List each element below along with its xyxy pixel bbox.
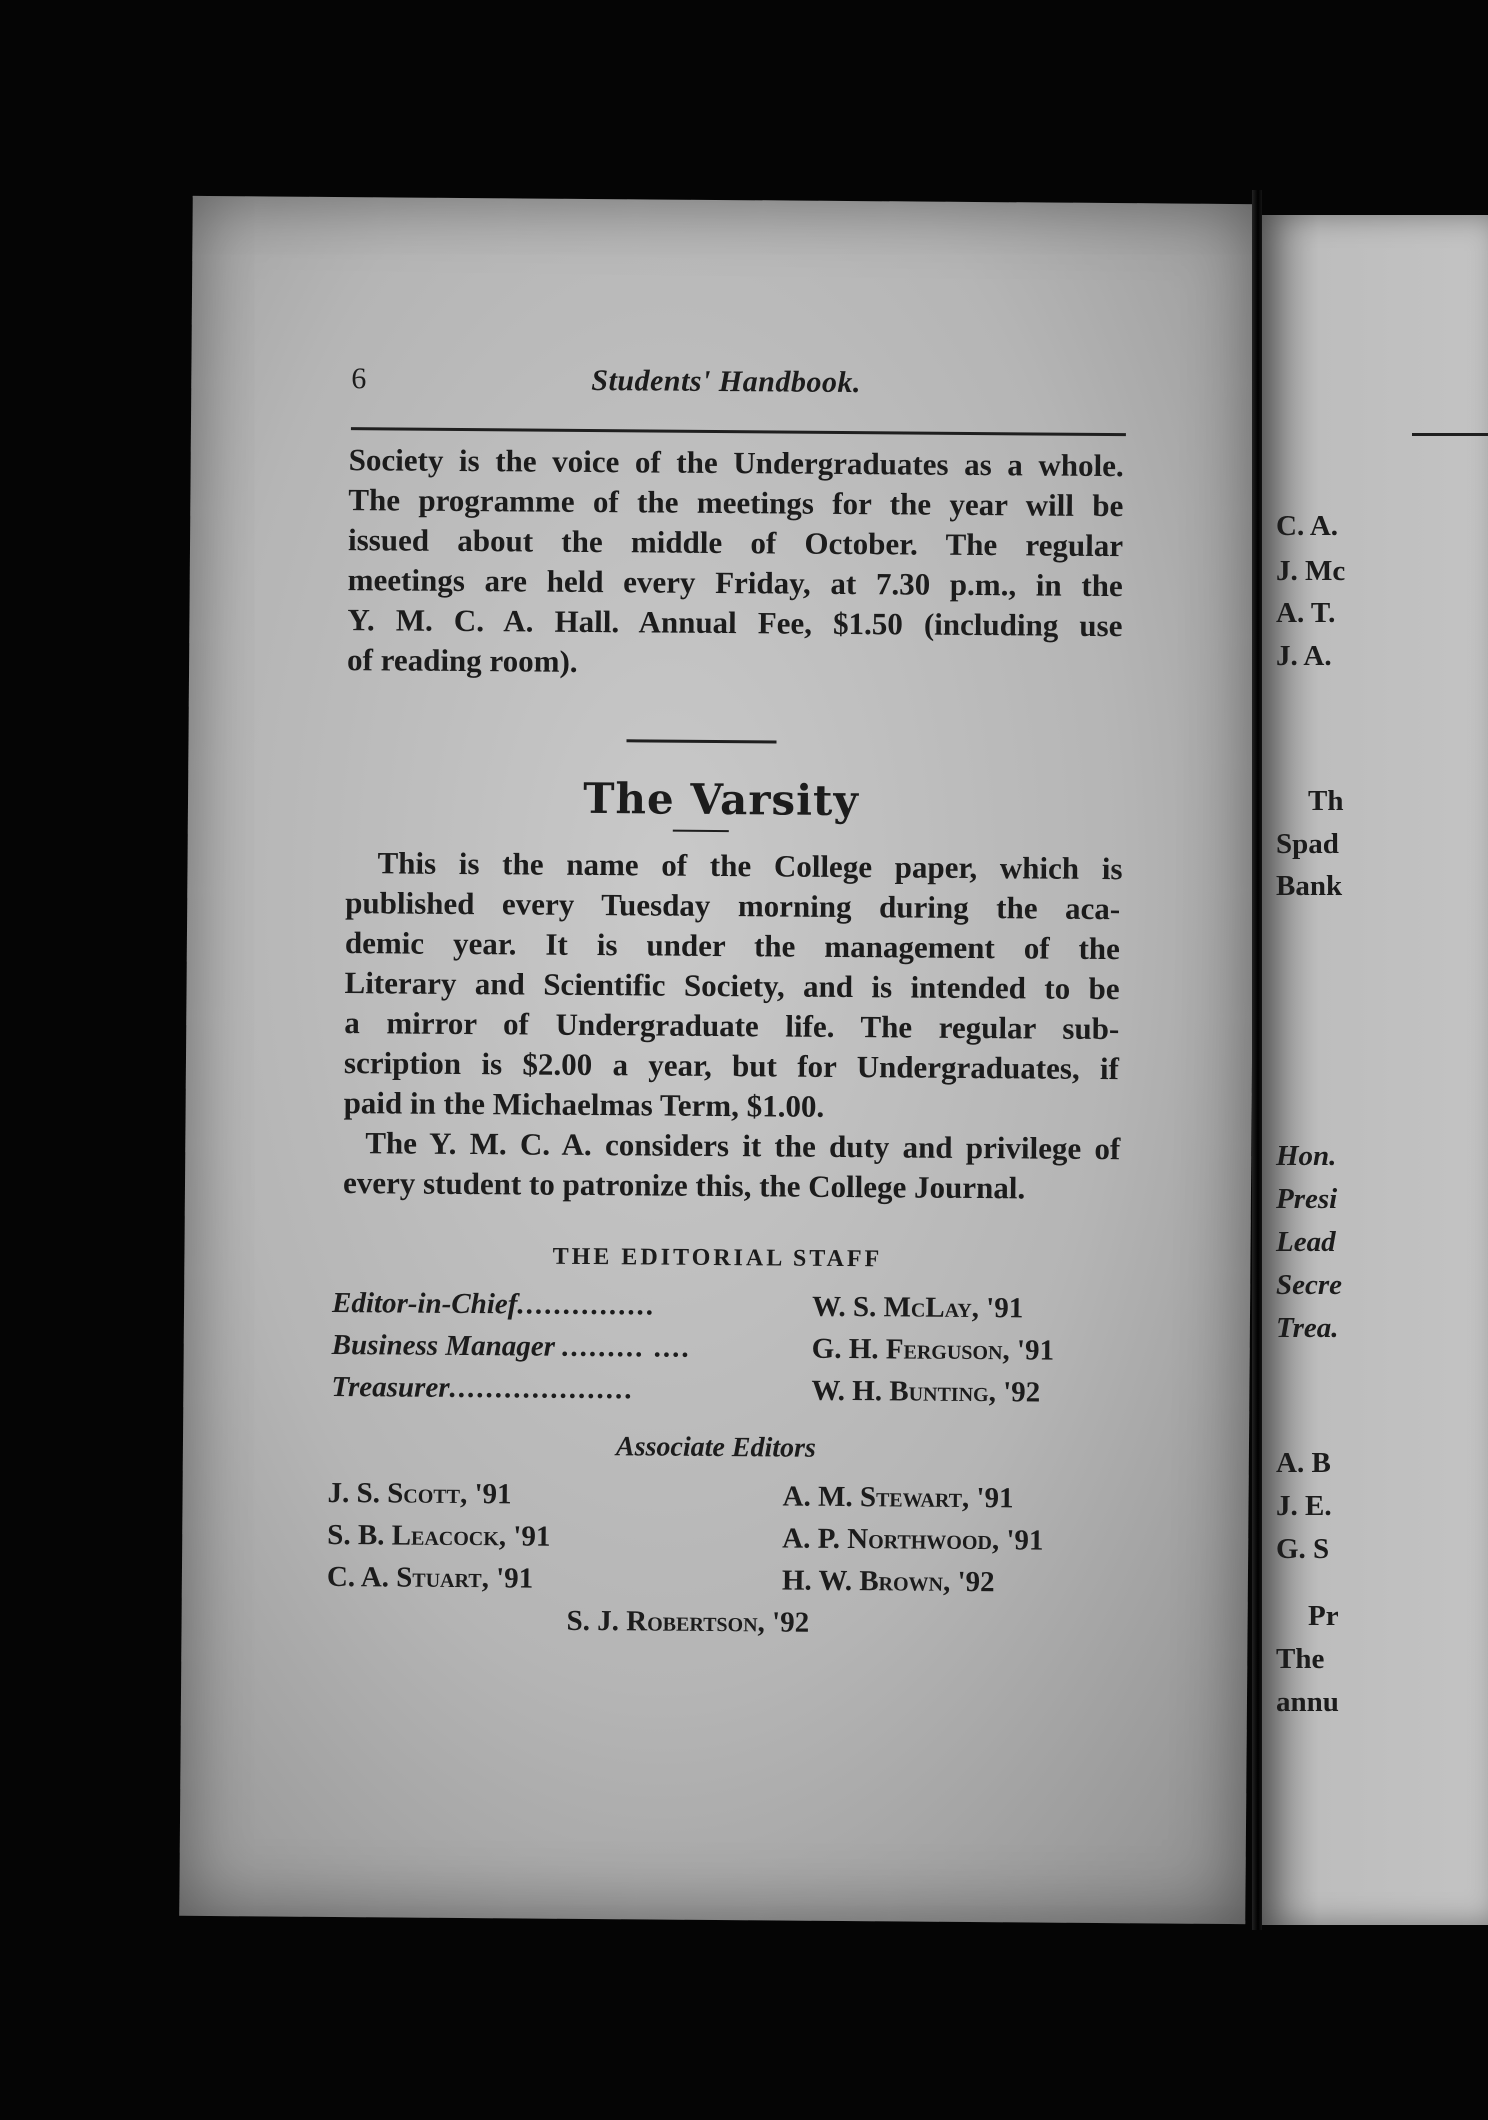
staff-name: G. H. Ferguson, '91: [811, 1332, 1055, 1367]
associate-editor: J. S. Scott, '91: [327, 1476, 512, 1511]
text-line: a mirror of Undergraduate life. The regular sub-: [344, 1005, 1120, 1047]
fragment-text: C. A.: [1276, 510, 1339, 542]
section-title: The Varsity: [583, 773, 860, 826]
text-line: of reading room).: [346, 642, 578, 679]
header-rule: [351, 427, 1126, 436]
associate-editor: S. J. Robertson, '92: [566, 1604, 810, 1639]
fragment-text: annu: [1276, 1686, 1339, 1718]
text-line: The Y. M. C. A. considers it the duty and privilege of: [365, 1125, 1121, 1167]
text-line: This is the name of the College paper, which is: [377, 845, 1123, 887]
associate-editor: H. W. Brown, '92: [781, 1564, 995, 1599]
fragment-text: J. A.: [1276, 640, 1332, 672]
fragment-text: A. T.: [1276, 597, 1336, 629]
text-line: demic year. It is under the management of the: [344, 925, 1121, 967]
text-line: issued about the middle of October. The regular: [347, 522, 1124, 564]
running-title: Students' Handbook.: [591, 363, 862, 400]
fragment-text: Hon.: [1276, 1140, 1337, 1172]
fragment-text: Spad: [1276, 828, 1339, 860]
text-line: every student to patronize this, the College Journal.: [342, 1165, 1026, 1206]
text-line: Literary and Scientific Society, and is intended to be: [344, 965, 1120, 1007]
left-page: [179, 196, 1258, 1924]
book-gutter: [1252, 190, 1262, 1930]
text-line: Y. M. C. A. Hall. Annual Fee, $1.50 (including use: [347, 602, 1123, 644]
staff-name: W. S. McLay, '91: [811, 1290, 1024, 1325]
fragment-text: Bank: [1276, 870, 1343, 902]
fragment-text: Lead: [1276, 1226, 1336, 1258]
fragment-text: A. B: [1276, 1447, 1331, 1479]
associate-editor: S. B. Leacock, '91: [327, 1518, 551, 1553]
text-line: scription is $2.00 a year, but for Undergraduates, if: [343, 1045, 1120, 1087]
staff-heading: THE EDITORIAL STAFF: [552, 1243, 883, 1273]
associate-editor: A. M. Stewart, '91: [782, 1480, 1014, 1515]
fragment-text: G. S: [1276, 1533, 1330, 1565]
section-divider: [626, 739, 776, 743]
header-rule: [1412, 433, 1488, 436]
text-line: Society is the voice of the Undergraduates as a whole.: [348, 442, 1124, 484]
staff-role: Treasurer....................: [331, 1370, 635, 1406]
fragment-text: Pr: [1308, 1600, 1339, 1632]
text-line: meetings are held every Friday, at 7.30 p.m., in the: [347, 562, 1123, 604]
right-page-edge: [1262, 215, 1488, 1925]
associate-editor: A. P. Northwood, '91: [782, 1522, 1044, 1557]
fragment-text: Th: [1308, 785, 1344, 817]
title-underline: [673, 830, 729, 832]
fragment-text: Secre: [1276, 1269, 1343, 1301]
staff-role: Editor-in-Chief...............: [331, 1286, 657, 1322]
associate-heading: Associate Editors: [615, 1431, 817, 1464]
text-line: The programme of the meetings for the year will be: [348, 482, 1124, 524]
staff-role: Business Manager ......... ....: [331, 1328, 692, 1364]
fragment-text: Presi: [1276, 1183, 1338, 1215]
page-number: 6: [351, 362, 367, 396]
fragment-text: Trea.: [1276, 1312, 1339, 1344]
text-line: published every Tuesday morning during the aca-: [345, 885, 1121, 927]
fragment-text: The: [1276, 1643, 1325, 1675]
text-line: paid in the Michaelmas Term, $1.00.: [343, 1085, 825, 1124]
fragment-text: J. Mc: [1276, 555, 1346, 587]
staff-name: W. H. Bunting, '92: [811, 1374, 1041, 1409]
fragment-text: J. E.: [1276, 1490, 1332, 1522]
associate-editor: C. A. Stuart, '91: [326, 1560, 534, 1595]
